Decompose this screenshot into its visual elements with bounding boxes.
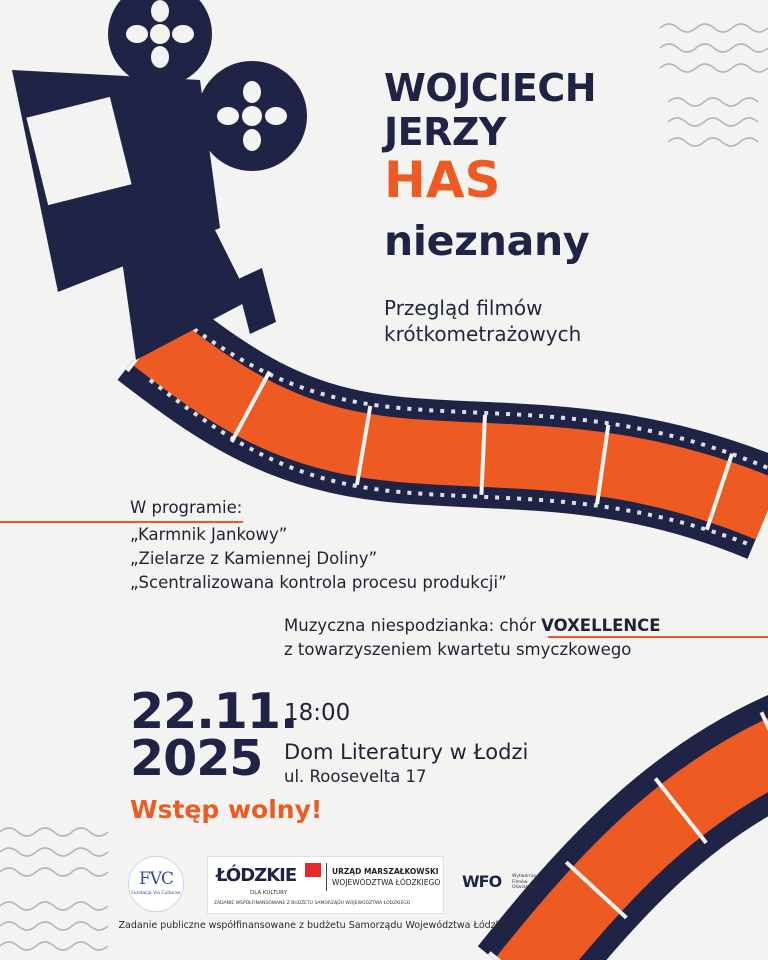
music-prefix: Muzyczna niespodzianka: chór (284, 616, 542, 635)
choir-name: VOXELLENCE (541, 616, 661, 635)
lodzkie-flag-icon (305, 863, 321, 877)
wave-decoration-icon (0, 828, 108, 950)
choir-underline (548, 636, 768, 638)
program-underline (0, 521, 243, 523)
program-film-2: „Zielarze z Kamiennej Doliny” (130, 549, 378, 568)
footer-note: Zadanie publiczne współfinansowane z budżetu Samorządu Województwa Łódzkiego (118, 920, 522, 931)
title-line-2: JERZY (384, 110, 506, 154)
subtitle-line-1: Przegląd filmów (384, 296, 543, 320)
wfo-logo: WFO (462, 872, 502, 891)
fvc-logo (128, 856, 184, 912)
event-date-year: 2025 (130, 730, 263, 787)
music-line-2: z towarzyszeniem kwartetu smyczkowego (284, 640, 632, 659)
office-line-1: URZĄD MARSZAŁKOWSKI (332, 867, 439, 876)
title-surname: HAS (384, 151, 501, 209)
film-camera-icon (12, 0, 307, 360)
lodzkie-logo (207, 856, 444, 914)
lodzkie-sub: DLA KULTURY (250, 890, 287, 896)
music-line-1 (284, 616, 661, 635)
wave-decoration-icon (660, 24, 768, 146)
fvc-mark: FVC (138, 869, 174, 889)
logo-divider (326, 863, 327, 891)
subtitle-line-2: krótkometrażowych (384, 322, 582, 346)
lodzkie-name: ŁÓDZKIE (216, 865, 297, 886)
program-heading: W programie: (130, 498, 243, 517)
event-address: ul. Roosevelta 17 (284, 767, 427, 786)
program-film-3: „Scentralizowana kontrola procesu produkcji” (130, 573, 507, 592)
fvc-name: Fundacja Via Culturae (131, 891, 181, 896)
event-date-day: 22.11. (130, 683, 298, 740)
title-line-1: WOJCIECH (384, 66, 597, 110)
title-line-4: nieznany (384, 217, 590, 265)
event-time: 18:00 (284, 700, 351, 726)
wfo-name: Wytwórnia Filmów Oświatowych (512, 874, 542, 890)
office-line-2: WOJEWÓDZTWA ŁÓDZKIEGO (332, 878, 441, 887)
admission-note: Wstęp wolny! (130, 795, 323, 824)
cofinancing-note: ZADANIE WSPÓŁFINANSOWANE Z BUDŻETU SAMORZĄDU WOJEWÓDZTWA ŁÓDZKIEGO (214, 901, 411, 906)
event-venue: Dom Literatury w Łodzi (284, 740, 529, 764)
program-film-1: „Karmnik Jankowy” (130, 525, 288, 544)
